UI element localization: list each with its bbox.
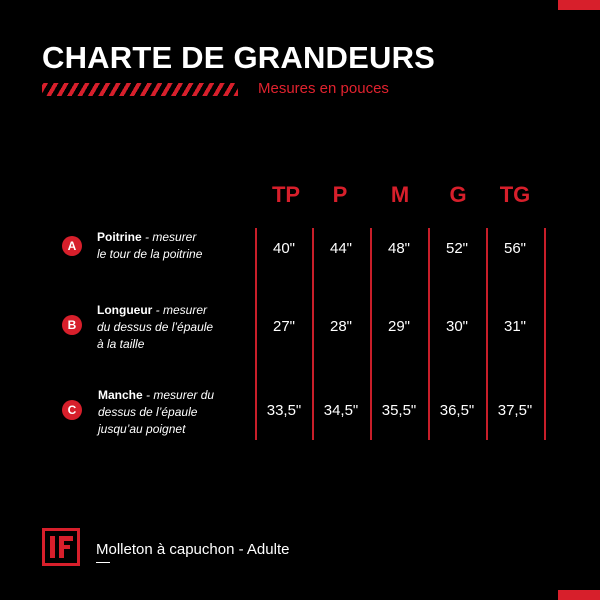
measurement-instruction: jusqu’au poignet (98, 422, 186, 436)
size-header-m: M (390, 182, 410, 207)
table-cell: 52" (445, 240, 468, 257)
measurement-description-chest (97, 229, 202, 263)
measurement-name: Poitrine (97, 230, 142, 244)
table-cell: 27" (272, 318, 295, 335)
table-cell: 28" (329, 318, 352, 335)
corner-accent-top (558, 0, 600, 10)
table-cell: 33,5" (266, 402, 302, 419)
measurement-instruction: à la taille (97, 337, 145, 351)
table-cell: 35,5" (381, 402, 417, 419)
measurement-instruction: - mesurer (155, 303, 208, 317)
measurement-description-length (97, 302, 213, 353)
row-badge-b: B (62, 315, 82, 335)
hazard-stripes-decoration (42, 83, 238, 96)
table-cell: 44" (329, 240, 352, 257)
measurement-instruction: - mesurer du (146, 388, 215, 402)
table-cell: 31" (503, 318, 526, 335)
table-cell: 56" (503, 240, 526, 257)
row-badge-a: A (62, 236, 82, 256)
table-cell: 37,5" (497, 402, 533, 419)
if-logo-icon (42, 528, 80, 566)
table-cell: 40" (272, 240, 295, 257)
product-name: Molleton à capuchon - Adulte (96, 541, 290, 558)
table-cell: 34,5" (323, 402, 359, 419)
measurement-name: Manche (98, 388, 143, 402)
table-cell: 48" (387, 240, 410, 257)
table-cell: 29" (387, 318, 410, 335)
size-header-p: P (332, 182, 348, 207)
page-title: CHARTE DE GRANDEURS (42, 40, 436, 75)
table-cell: 36,5" (439, 402, 475, 419)
footer-underline (96, 562, 110, 563)
measurement-instruction: dessus de l’épaule (98, 405, 198, 419)
size-header-g: G (449, 182, 467, 207)
corner-accent-bottom (558, 590, 600, 600)
table-cell: 30" (445, 318, 468, 335)
measurement-name: Longueur (97, 303, 153, 317)
size-header-tp: TP (271, 182, 301, 207)
size-header-tg: TG (499, 182, 531, 207)
units-subtitle: Mesures en pouces (258, 80, 389, 97)
row-badge-c: C (62, 400, 82, 420)
measurement-description-sleeve (98, 387, 214, 438)
measurement-instruction: du dessus de l’épaule (97, 320, 214, 334)
column-divider (544, 228, 546, 440)
measurement-instruction: - mesurer (145, 230, 197, 244)
measurement-instruction: le tour de la poitrine (97, 247, 203, 261)
